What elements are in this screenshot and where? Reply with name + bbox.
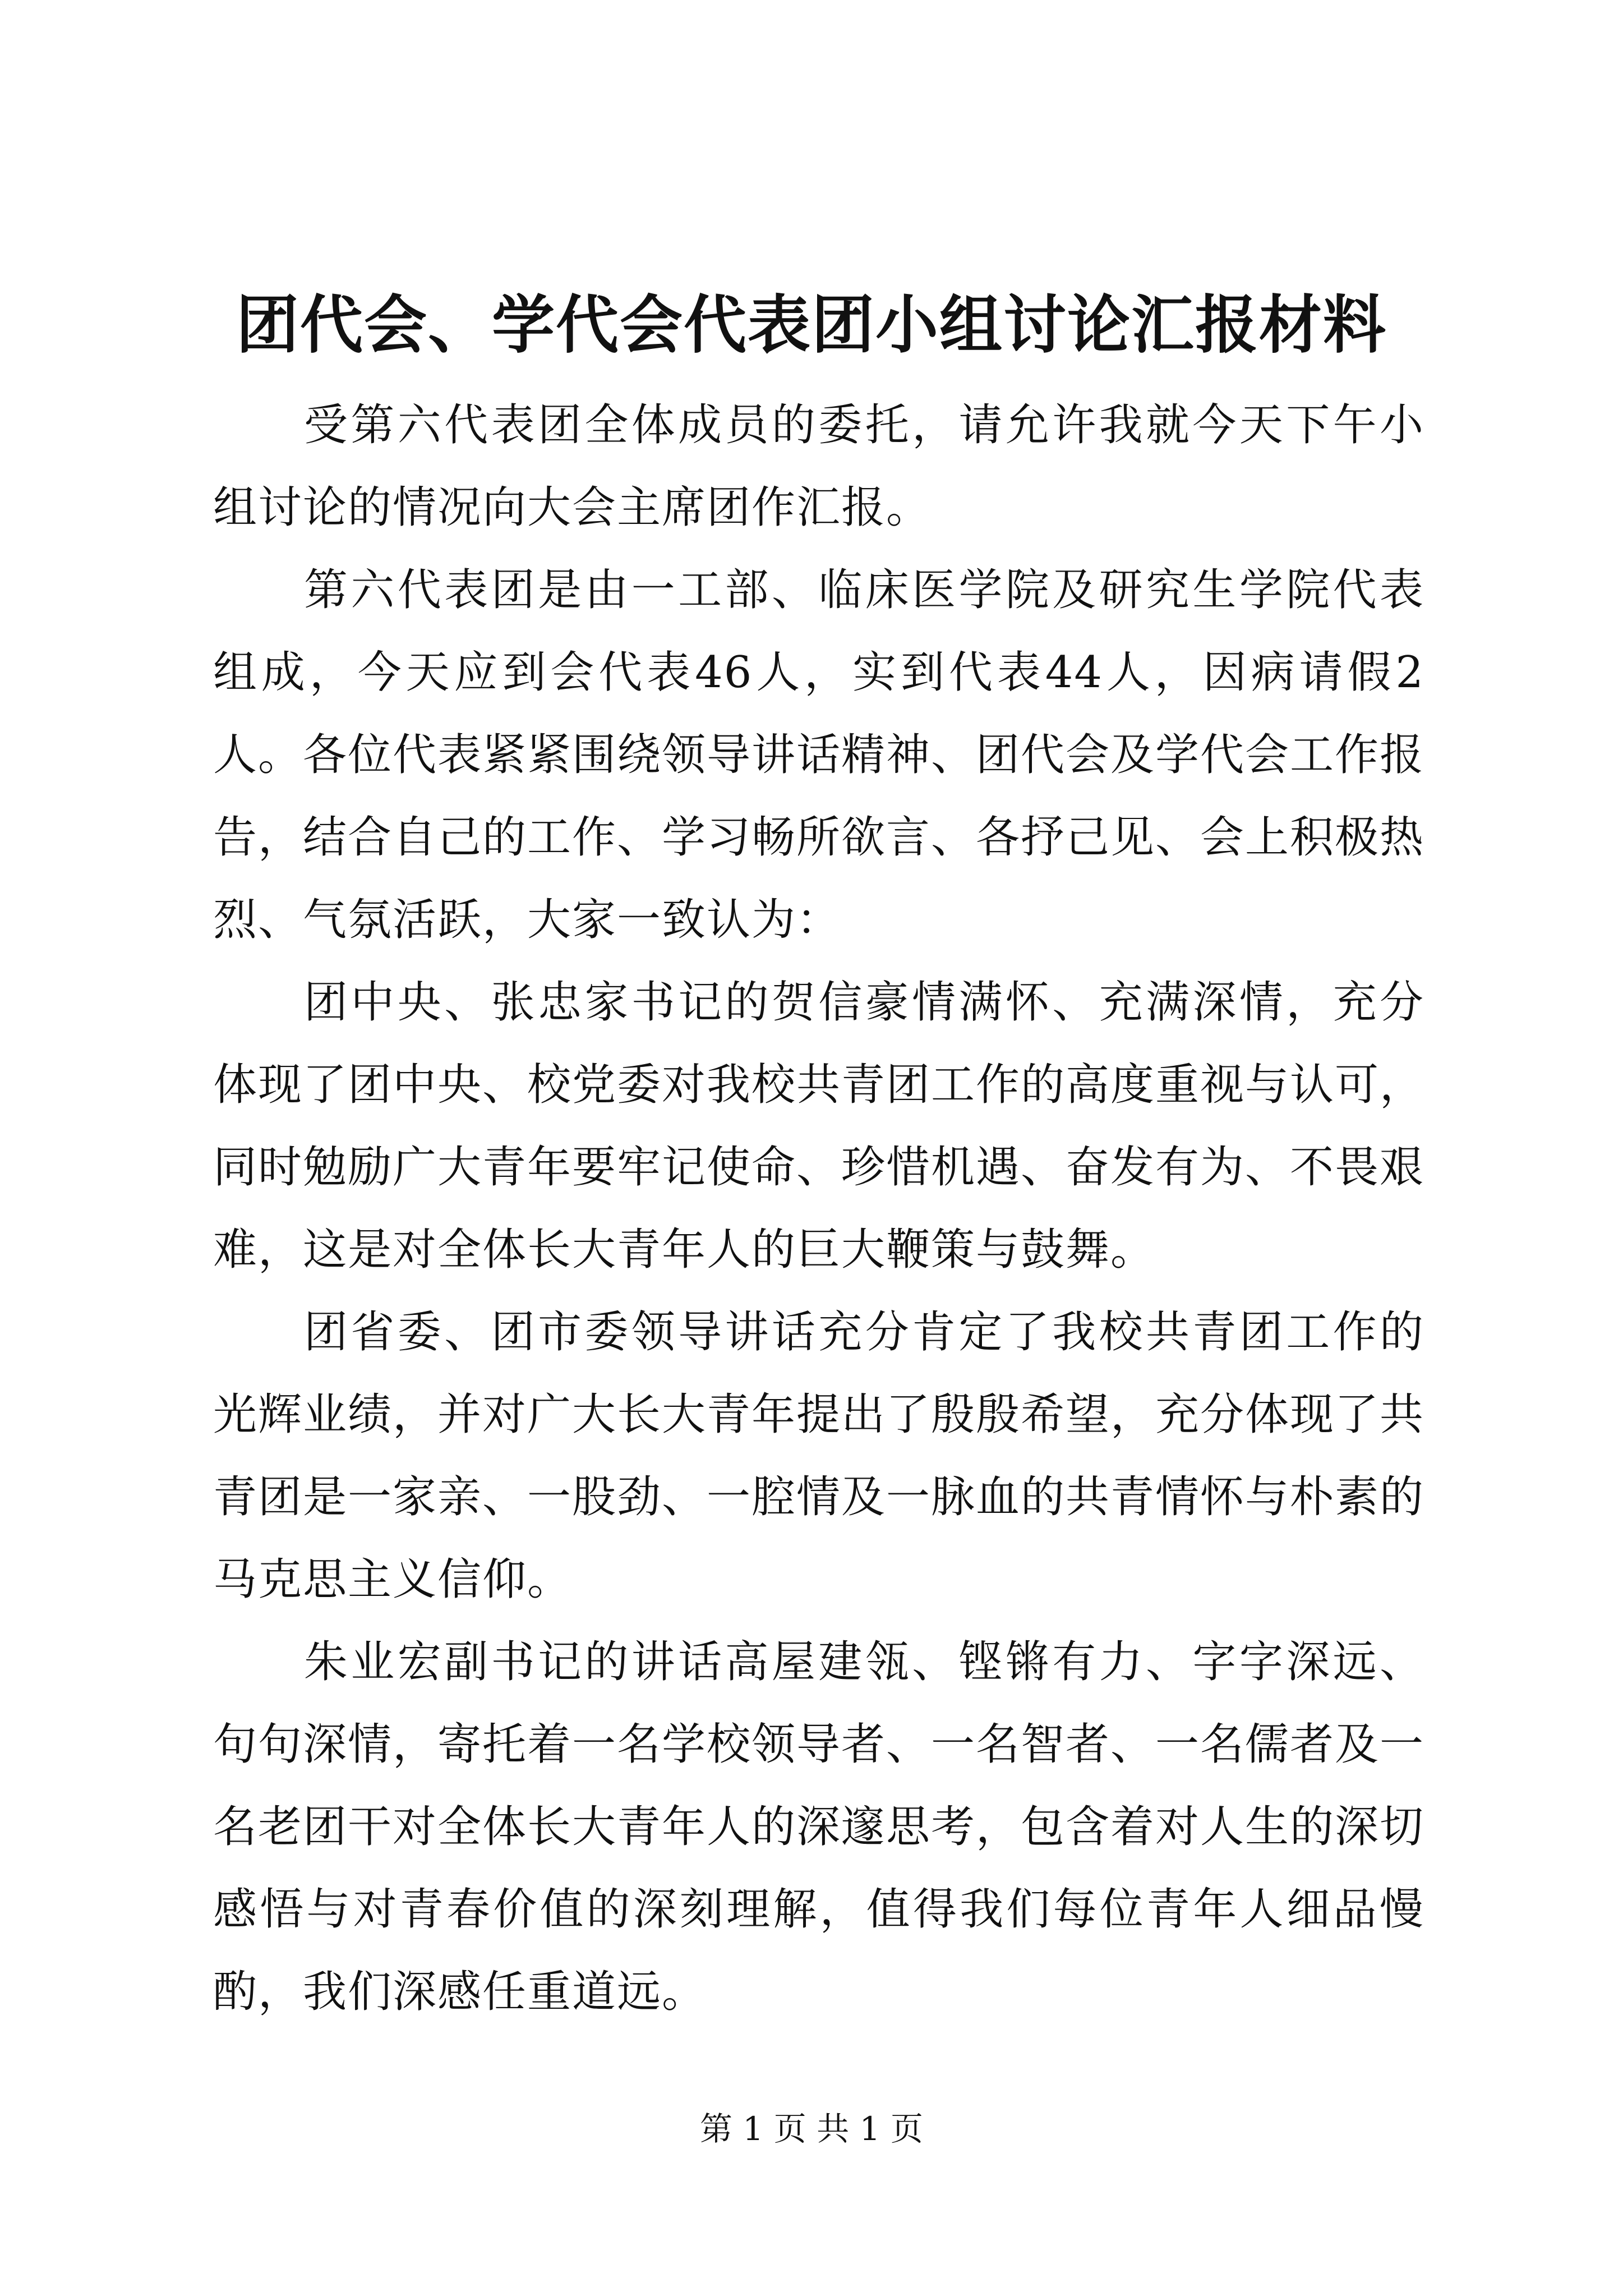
paragraph-1: 受第六代表团全体成员的委托，请允许我就今天下午小组讨论的情况向大会主席团作汇报。 [213, 400, 1424, 533]
paragraph-5: 朱业宏副书记的讲话高屋建瓴、铿锵有力、字字深远、句句深情，寄托着一名学校领导者、一名智者、一名儒者及一名老团干对全体长大青年人的深邃思考，包含着对人生的深切感悟与对青春价值的深刻理解，值得我们每位青年人细品慢酌，我们深感任重道远。 [213, 1637, 1425, 2017]
document-body [213, 384, 1424, 2033]
paragraph-2: 第六代表团是由一工部、临床医学院及研究生学院代表组成，今天应到会代表46人，实到代表44人，因病请假2人。各位代表紧紧围绕领导讲话精神、团代会及学代会工作报告，结合自己的工作、学习畅所欲言、各抒己见、会上积极热烈、气氛活跃，大家一致认为： [213, 565, 1425, 945]
paragraph-3: 团中央、张忠家书记的贺信豪情满怀、充满深情，充分体现了团中央、校党委对我校共青团工作的高度重视与认可，同时勉励广大青年要牢记使命、珍惜机遇、奋发有为、不畏艰难，这是对全体长大青年人的巨大鞭策与鼓舞。 [213, 977, 1425, 1275]
paragraph-4: 团省委、团市委领导讲话充分肯定了我校共青团工作的光辉业绩，并对广大长大青年提出了殷殷希望，充分体现了共青团是一家亲、一股劲、一腔情及一脉血的共青情怀与朴素的马克思主义信仰。 [213, 1307, 1425, 1605]
page-footer: 第 1 页 共 1 页 [700, 2110, 923, 2148]
document-title: 团代会、学代会代表团小组讨论汇报材料 [236, 288, 1387, 362]
